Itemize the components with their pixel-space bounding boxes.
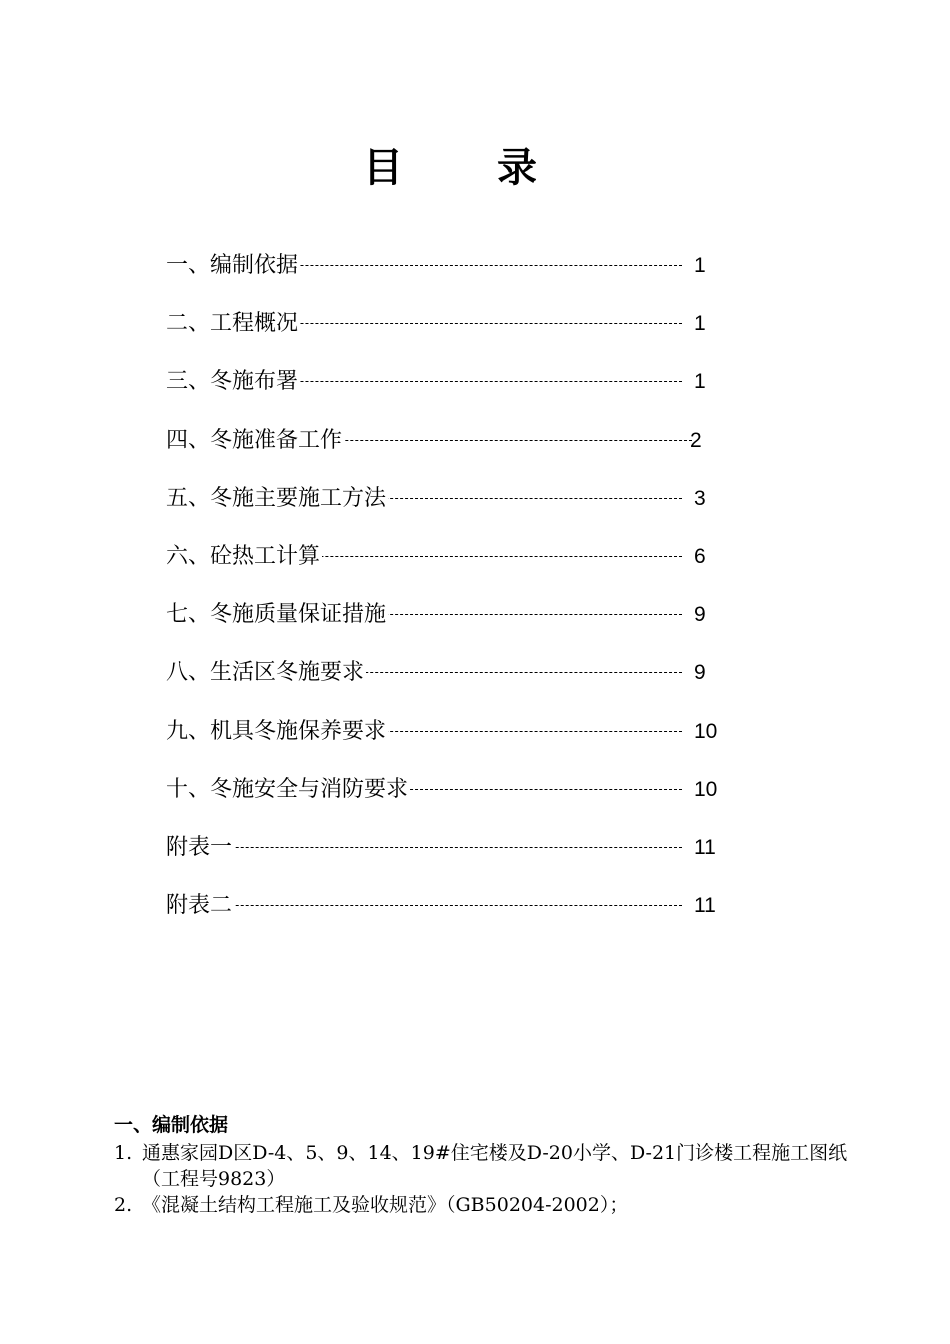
toc-entry-label: 四、冬施准备工作 bbox=[166, 421, 344, 461]
toc-entry-page: 11 bbox=[694, 835, 716, 859]
toc-list bbox=[166, 246, 726, 944]
toc-entry[interactable] bbox=[166, 479, 726, 537]
list-item-number: 1. bbox=[114, 1142, 133, 1164]
toc-leader-line bbox=[166, 905, 682, 906]
toc-entry-label: 一、编制依据 bbox=[166, 246, 300, 286]
toc-entry-label: 三、冬施布署 bbox=[166, 362, 300, 402]
toc-entry[interactable] bbox=[166, 595, 726, 653]
toc-title: 目 录 bbox=[363, 145, 577, 191]
toc-entry-label: 八、生活区冬施要求 bbox=[166, 653, 366, 693]
list-item-text: 《混凝土结构工程施工及验收规范》（GB50204-2002）； bbox=[142, 1194, 629, 1216]
toc-entry-label: 六、砼热工计算 bbox=[166, 537, 322, 577]
toc-entry-label: 七、冬施质量保证措施 bbox=[166, 595, 388, 635]
list-item bbox=[114, 1192, 854, 1218]
toc-entry-label: 五、冬施主要施工方法 bbox=[166, 479, 388, 519]
toc-entry-label: 十、冬施安全与消防要求 bbox=[166, 770, 410, 810]
toc-entry[interactable] bbox=[166, 828, 726, 886]
toc-entry-page: 10 bbox=[694, 777, 718, 801]
toc-entry[interactable] bbox=[166, 304, 726, 362]
list-item-text: 通惠家园D区D-4、5、9、14、19#住宅楼及D-20小学、D-21门诊楼工程施工图纸（工程号9823） bbox=[142, 1142, 848, 1190]
toc-entry[interactable] bbox=[166, 653, 726, 711]
toc-entry[interactable] bbox=[166, 421, 726, 479]
toc-entry-page: 11 bbox=[694, 894, 716, 918]
toc-entry[interactable] bbox=[166, 362, 726, 420]
section-heading: 一、编制依据 bbox=[114, 1114, 229, 1136]
toc-entry-page: 9 bbox=[694, 603, 706, 627]
toc-entry[interactable] bbox=[166, 886, 726, 944]
list-item-number: 2. bbox=[114, 1194, 133, 1216]
toc-entry-page: 1 bbox=[694, 312, 706, 336]
toc-entry-page: 10 bbox=[694, 719, 718, 743]
toc-entry-page: 6 bbox=[694, 544, 706, 568]
toc-entry-page: 3 bbox=[694, 486, 706, 510]
toc-entry-page: 1 bbox=[694, 370, 706, 394]
toc-entry-label: 附表二 bbox=[166, 886, 234, 926]
toc-entry-label: 二、工程概况 bbox=[166, 304, 300, 344]
toc-entry-label: 附表一 bbox=[166, 828, 234, 868]
toc-entry-page: 2 bbox=[690, 428, 702, 452]
toc-entry[interactable] bbox=[166, 770, 726, 828]
toc-entry-label: 九、机具冬施保养要求 bbox=[166, 712, 388, 752]
toc-leader-line bbox=[166, 847, 682, 848]
toc-entry[interactable] bbox=[166, 246, 726, 304]
toc-entry-page: 9 bbox=[694, 661, 706, 685]
toc-entry-page: 1 bbox=[694, 254, 706, 277]
toc-entry[interactable] bbox=[166, 537, 726, 595]
toc-entry[interactable] bbox=[166, 712, 726, 770]
list-item bbox=[114, 1140, 854, 1192]
section-basis bbox=[114, 1110, 854, 1218]
